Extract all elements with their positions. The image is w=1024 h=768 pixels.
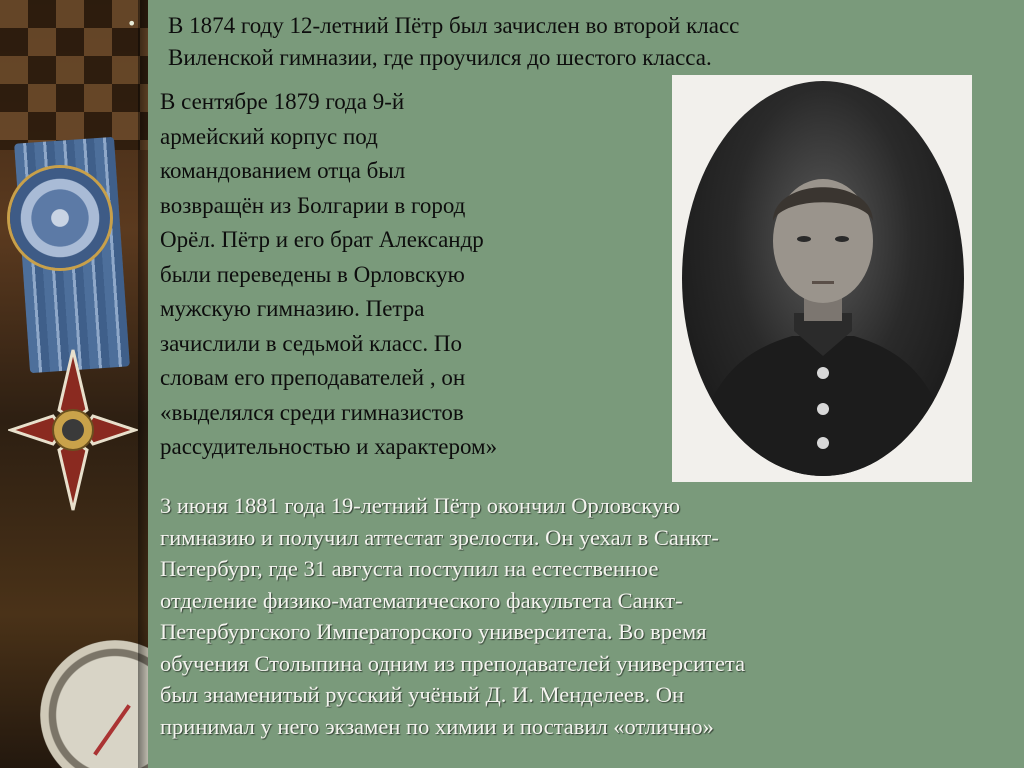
bottom-paragraph: 3 июня 1881 года 19-летний Пётр окончил Орловскую гимназию и получил аттестат зрелости. Он уехал в Санкт- Петербург, где 31 августа поступил на естественное отделение физико-математического факультета Санкт- Петербургского Императорского университета. Во время обучения Столыпина одним из преподавателей университета был знаменитый русский учёный Д. И. Менделеев. Он принимал у него экзамен по химии и поставил «отлично» [160,493,746,739]
order-cross-icon [8,345,138,515]
ribbon-rosette [10,168,110,268]
chessboard-decoration [0,0,148,150]
decorative-medals-panel [0,0,148,768]
bullet-marker: • [127,14,137,33]
portrait-photo [672,75,972,482]
compass-decoration [40,640,148,768]
portrait-oval [682,81,964,476]
intro-paragraph: В 1874 году 12-летний Пётр был зачислен во второй класс Виленской гимназии, где проучился до шестого класса. [168,13,740,70]
panel-shadow [138,0,148,768]
middle-paragraph: В сентябре 1879 года 9-й армейский корпус под командованием отца был возвращён из Болгарии в город Орёл. Пётр и его брат Александр были переведены в Орловскую мужскую гимназию. Петра зачислили в седьмой класс. По словам его преподавателей , он «выделялся среди гимназистов рассудительностью и характером» [160,89,498,459]
portrait-figure [682,81,964,476]
